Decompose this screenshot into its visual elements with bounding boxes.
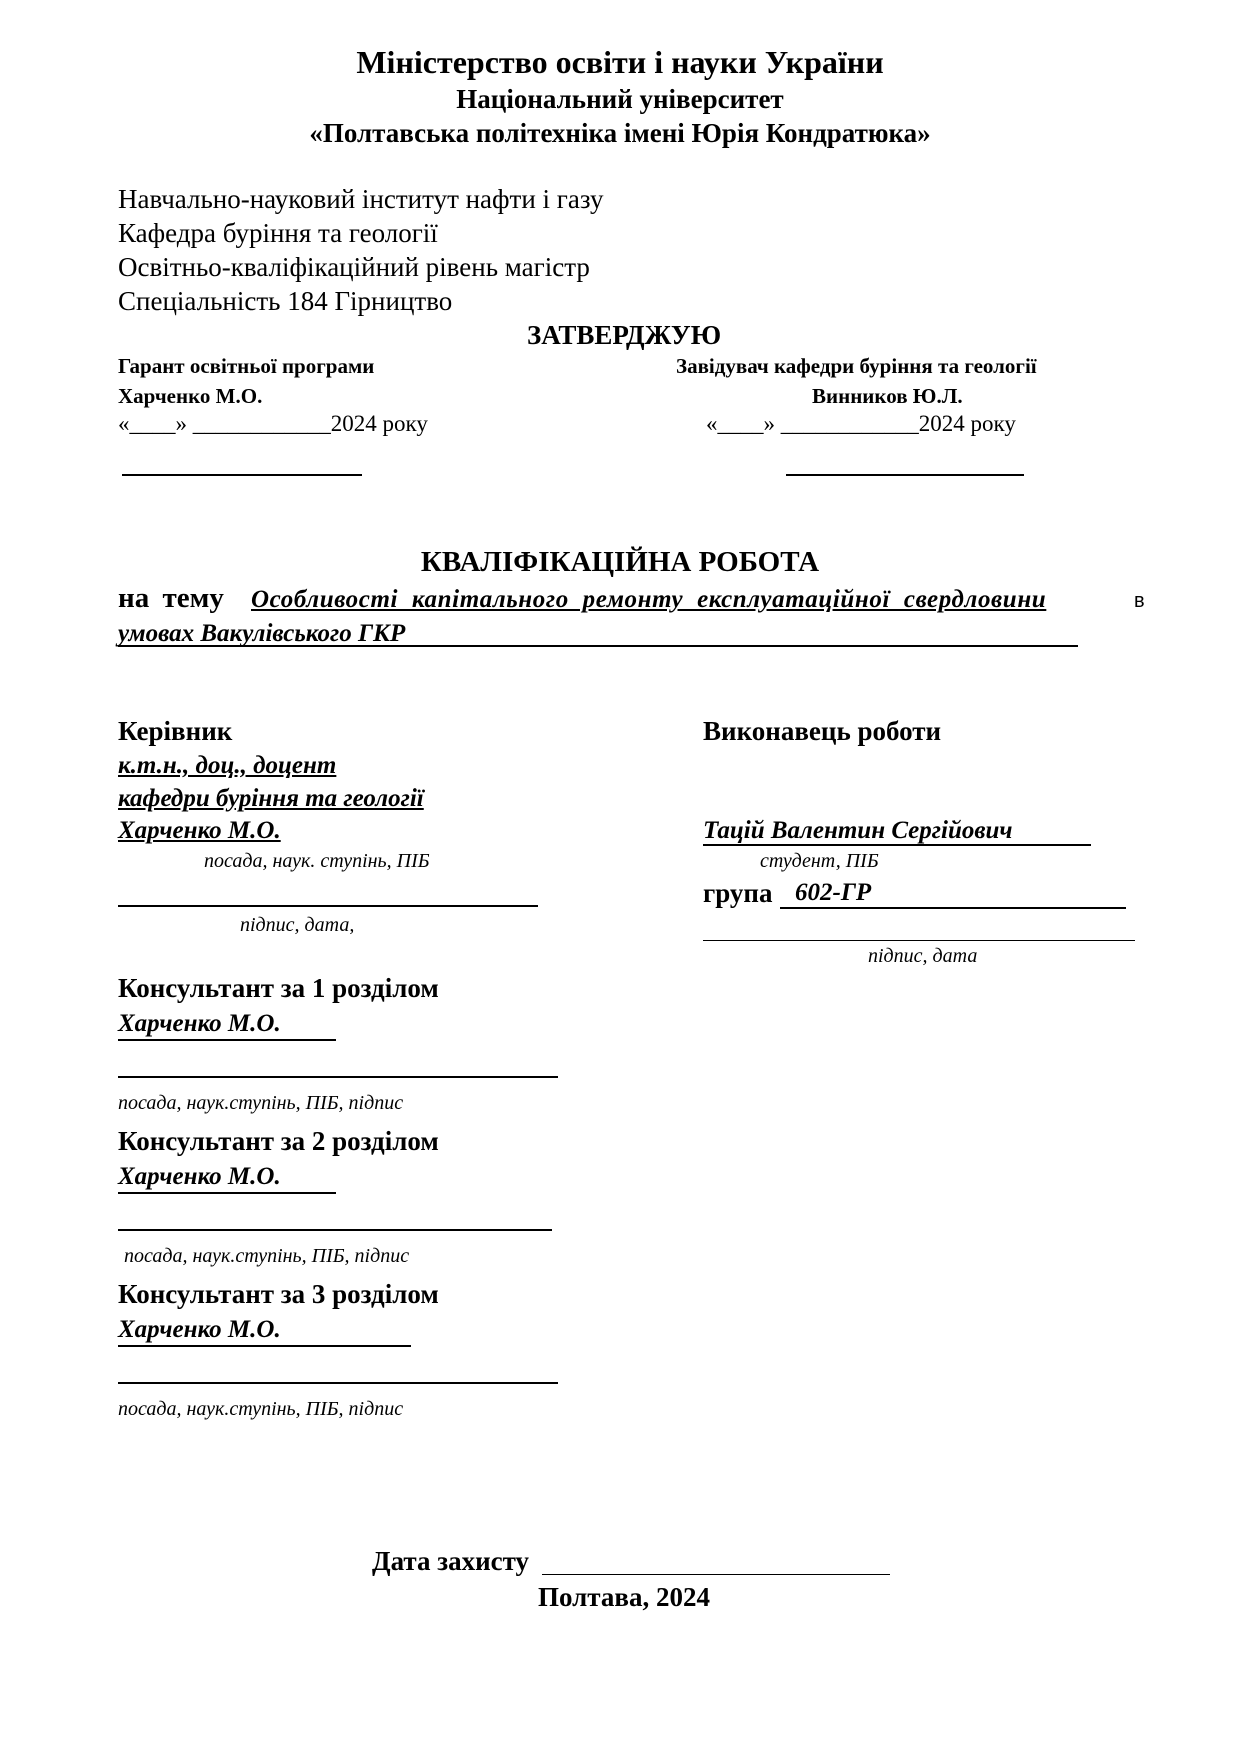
performer-label: Виконавець роботи bbox=[703, 716, 942, 746]
supervisor-degree: к.т.н., доц., доцент bbox=[118, 752, 337, 779]
topic-label: на тему bbox=[118, 582, 224, 614]
consultant-2-name: Харченко М.О. bbox=[118, 1163, 281, 1190]
guarantor-name: Харченко М.О. bbox=[118, 384, 263, 408]
consultant-1-label: Консультант за 1 розділом bbox=[118, 973, 439, 1003]
consultant-3-caption: посада, наук.ступінь, ПІБ, підпис bbox=[118, 1398, 404, 1420]
university-line1: Національний університет bbox=[456, 84, 784, 114]
performer-caption: студент, ПІБ bbox=[760, 850, 879, 872]
city-year: Полтава, 2024 bbox=[538, 1582, 710, 1612]
topic-underline bbox=[118, 645, 1078, 647]
performer-signature-line bbox=[703, 940, 1135, 941]
guarantor-date: «____» ____________2024 року bbox=[118, 411, 428, 436]
head-signature-line bbox=[786, 474, 1024, 476]
topic-in: в bbox=[1134, 590, 1145, 612]
department: Кафедра буріння та геології bbox=[118, 218, 438, 248]
supervisor-name: Харченко М.О. bbox=[118, 817, 281, 844]
head-of-department-date: «____» ____________2024 року bbox=[706, 411, 1016, 436]
group-value: 602-ГР bbox=[795, 879, 872, 906]
group-underline bbox=[780, 907, 1126, 909]
consultant-3-name-underline bbox=[118, 1345, 411, 1347]
consultant-2-signature-line bbox=[118, 1229, 552, 1231]
consultant-2-name-underline bbox=[118, 1192, 336, 1194]
consultant-2-label: Консультант за 2 розділом bbox=[118, 1126, 439, 1156]
ministry-title: Міністерство освіти і науки України bbox=[356, 44, 884, 80]
qualification-level: Освітньо-кваліфікаційний рівень магістр bbox=[118, 252, 590, 282]
approval-heading: ЗАТВЕРДЖУЮ bbox=[527, 320, 722, 350]
university-line2: «Полтавська політехніка імені Юрія Кондратюка» bbox=[309, 118, 931, 148]
supervisor-label: Керівник bbox=[118, 716, 233, 746]
specialty: Спеціальність 184 Гірництво bbox=[118, 286, 453, 316]
head-of-department-name: Винников Ю.Л. bbox=[812, 384, 963, 408]
guarantor-signature-line bbox=[122, 474, 362, 476]
defense-date-label: Дата захисту bbox=[372, 1546, 530, 1576]
performer-sign-caption: підпис, дата bbox=[868, 945, 978, 967]
supervisor-signature-line bbox=[118, 905, 538, 907]
consultant-1-name: Харченко М.О. bbox=[118, 1010, 281, 1037]
work-title: КВАЛІФІКАЦІЙНА РОБОТА bbox=[420, 546, 820, 578]
defense-date-line bbox=[542, 1574, 890, 1575]
performer-name-underline bbox=[703, 844, 1091, 846]
head-of-department-role: Завідувач кафедри буріння та геології bbox=[676, 354, 1037, 378]
supervisor-department: кафедри буріння та геології bbox=[118, 785, 424, 812]
consultant-1-signature-line bbox=[118, 1076, 558, 1078]
consultant-2-caption: посада, наук.ступінь, ПІБ, підпис bbox=[124, 1245, 410, 1267]
guarantor-role: Гарант освітньої програми bbox=[118, 354, 375, 378]
supervisor-sign-caption: підпис, дата, bbox=[240, 914, 355, 936]
consultant-3-name: Харченко М.О. bbox=[118, 1316, 281, 1343]
consultant-3-signature-line bbox=[118, 1382, 558, 1384]
consultant-1-name-underline bbox=[118, 1039, 336, 1041]
performer-name: Тацій Валентин Сергійович bbox=[703, 817, 1013, 844]
topic-line1: Особливості капітального ремонту експлуатаційної свердловини bbox=[251, 586, 1047, 613]
consultant-1-caption: посада, наук.ступінь, ПІБ, підпис bbox=[118, 1092, 404, 1114]
group-label: група bbox=[703, 878, 773, 908]
consultant-3-label: Консультант за 3 розділом bbox=[118, 1279, 439, 1309]
institute: Навчально-науковий інститут нафти і газу bbox=[118, 184, 604, 214]
topic-line2: умовах Вакулівського ГКР bbox=[118, 620, 406, 647]
supervisor-caption: посада, наук. ступінь, ПІБ bbox=[204, 850, 430, 872]
